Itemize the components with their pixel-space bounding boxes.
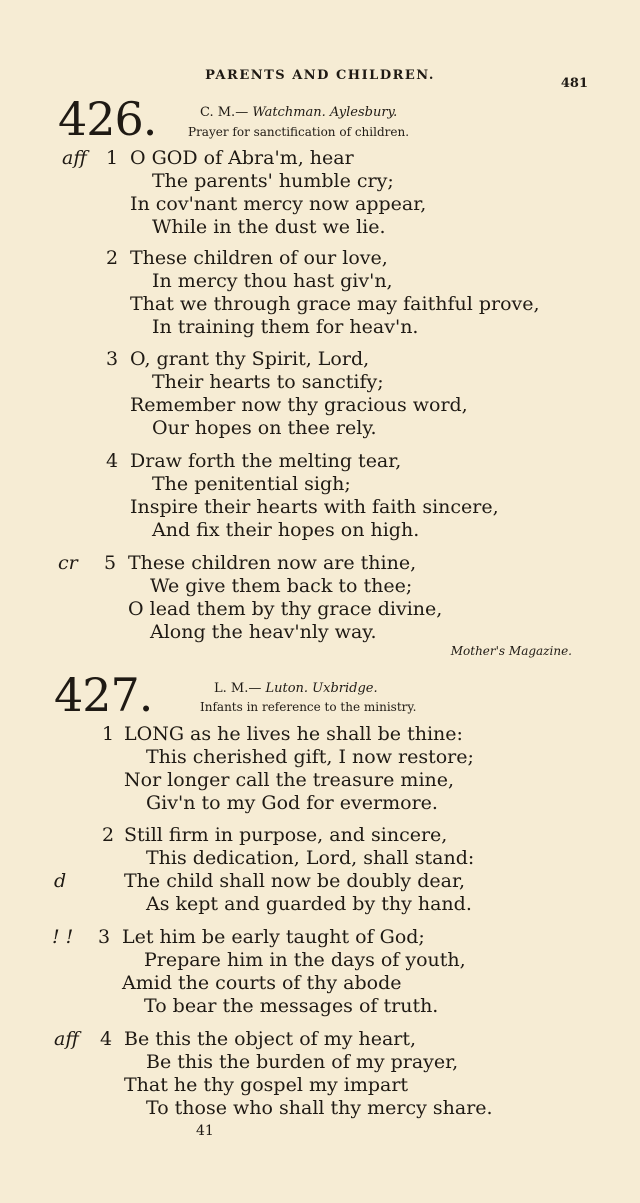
- meter: C. M.—: [200, 105, 249, 120]
- hymn-line: In training them for heav'n.: [152, 316, 419, 338]
- running-title: PARENTS AND CHILDREN.: [205, 68, 435, 83]
- hymn-line: We give them back to thee;: [150, 575, 413, 597]
- hymn-subtitle: Infants in reference to the ministry.: [200, 700, 417, 714]
- hymn-line: O lead them by thy grace divine,: [128, 598, 443, 620]
- verse-number: 1: [106, 147, 119, 169]
- hymn-line: O, grant thy Spirit, Lord,: [130, 348, 370, 370]
- hymn-line: As kept and guarded by thy hand.: [146, 893, 472, 915]
- hymn-line: The child shall now be doubly dear,: [124, 870, 465, 892]
- hymn-line: This cherished gift, I now restore;: [146, 746, 474, 768]
- tune-names: Luton. Uxbridge.: [265, 681, 378, 696]
- hymn-line: To those who shall thy mercy share.: [146, 1097, 493, 1119]
- hymn-number: 427.: [54, 668, 153, 722]
- hymn-line: Inspire their hearts with faith sincere,: [130, 496, 499, 518]
- performance-mark: aff: [54, 1028, 79, 1050]
- hymn-line: The parents' humble cry;: [152, 170, 394, 192]
- hymn-line: Let him be early taught of God;: [122, 926, 425, 948]
- performance-mark: d: [54, 870, 67, 892]
- hymn-line: O GOD of Abra'm, hear: [130, 147, 354, 169]
- hymn-line: Be this the burden of my prayer,: [146, 1051, 459, 1073]
- hymn-line: These children of our love,: [130, 247, 388, 269]
- hymn-line: Amid the courts of thy abode: [122, 972, 402, 994]
- hymn-subtitle: Prayer for sanctification of children.: [188, 125, 410, 139]
- hymn-line: That we through grace may faithful prove,: [130, 293, 540, 315]
- hymn-line: Prepare him in the days of youth,: [144, 949, 466, 971]
- hymn-line: Our hopes on thee rely.: [152, 417, 377, 439]
- hymn-number: 426.: [58, 92, 157, 146]
- verse-number: 2: [102, 824, 115, 846]
- hymn-meter-tunes: [214, 680, 378, 698]
- verse-number: 1: [102, 723, 115, 745]
- hymn-line: Draw forth the melting tear,: [130, 450, 402, 472]
- hymn-line: Remember now thy gracious word,: [130, 394, 468, 416]
- verse-number: 3: [106, 348, 119, 370]
- hymn-line: In cov'nant mercy now appear,: [130, 193, 427, 215]
- performance-mark: cr: [58, 552, 78, 574]
- verse-number: 4: [106, 450, 119, 472]
- verse-number: 4: [100, 1028, 113, 1050]
- hymn-line: This dedication, Lord, shall stand:: [146, 847, 475, 869]
- hymn-line: And fix their hopes on high.: [152, 519, 420, 541]
- hymn-line: Still firm in purpose, and sincere,: [124, 824, 448, 846]
- hymn-line: Giv'n to my God for evermore.: [146, 792, 438, 814]
- hymn-line: To bear the messages of truth.: [144, 995, 439, 1017]
- verse-number: 2: [106, 247, 119, 269]
- meter: L. M.—: [214, 681, 262, 696]
- hymn-attribution: Mother's Magazine.: [450, 644, 572, 658]
- hymn-line: Nor longer call the treasure mine,: [124, 769, 455, 791]
- hymn-line: That he thy gospel my impart: [124, 1074, 409, 1096]
- tune-names: Watchman. Aylesbury.: [252, 105, 398, 120]
- hymn-line: The penitential sigh;: [152, 473, 351, 495]
- hymn-line: Be this the object of my heart,: [124, 1028, 417, 1050]
- performance-mark: ! !: [52, 926, 74, 948]
- hymn-line: LONG as he lives he shall be thine:: [124, 723, 463, 745]
- verse-number: 3: [98, 926, 111, 948]
- hymn-line: These children now are thine,: [128, 552, 417, 574]
- hymn-line: Their hearts to sanctify;: [152, 371, 384, 393]
- hymn-line: Along the heav'nly way.: [150, 621, 377, 643]
- verse-number: 5: [104, 552, 117, 574]
- hymn-line: In mercy thou hast giv'n,: [152, 270, 393, 292]
- page-number: 481: [560, 76, 588, 91]
- hymn-line: While in the dust we lie.: [152, 216, 386, 238]
- performance-mark: aff: [62, 147, 87, 169]
- hymn-meter-tunes: [200, 104, 397, 122]
- signature-mark: 41: [196, 1123, 214, 1139]
